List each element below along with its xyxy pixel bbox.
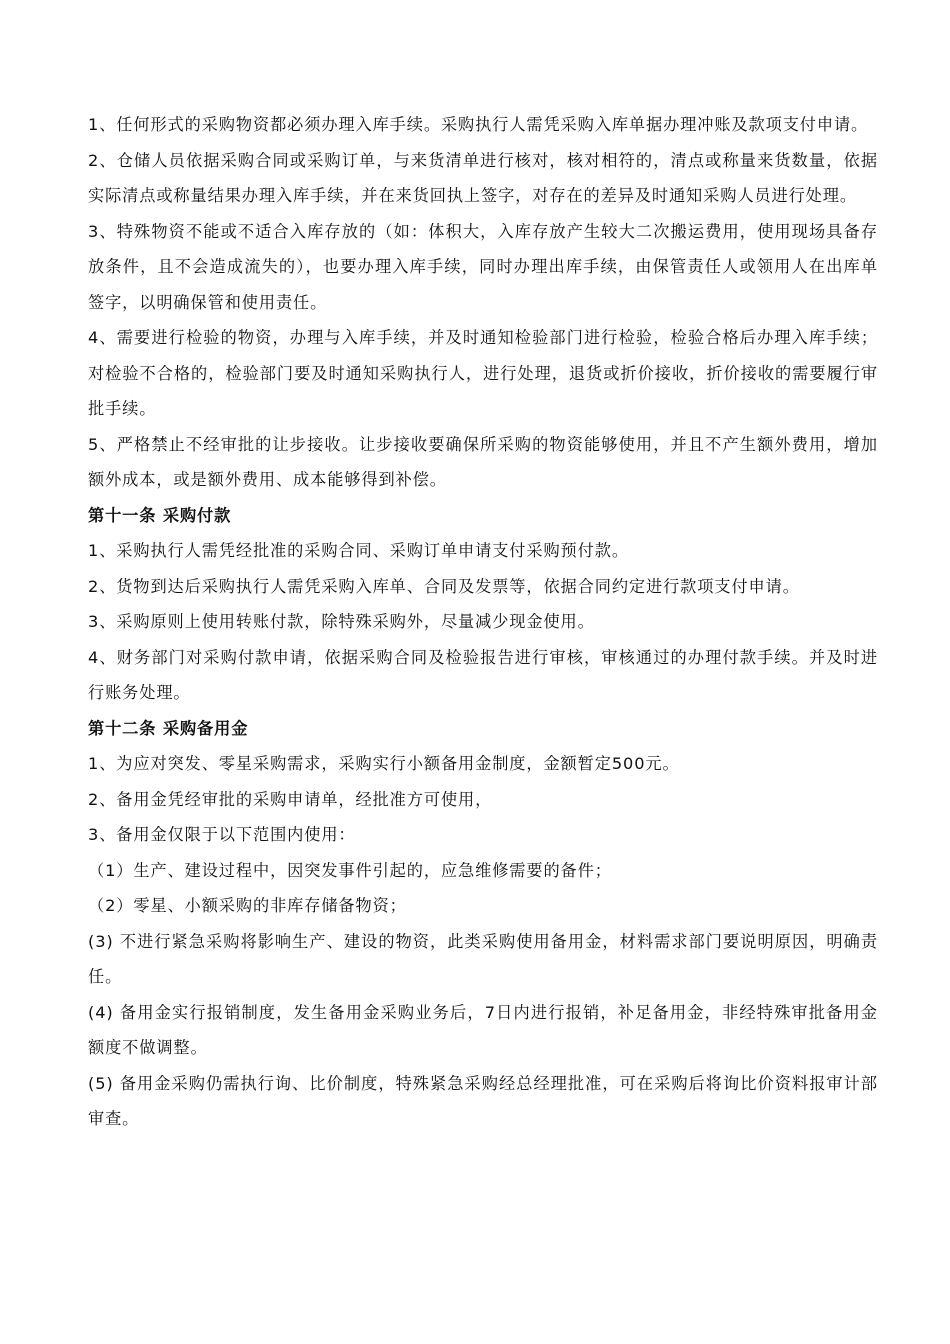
article-11-item-2: 2、货物到达后采购执行人需凭采购入库单、合同及发票等，依据合同约定进行款项支付申请。 (88, 576, 800, 596)
section-heading-article-11: 第十一条 采购付款 (88, 505, 232, 525)
paragraph-4: 4、需要进行检验的物资，办理与入库手续，并及时通知检验部门进行检验，检验合格后办理入库手续；对检验不合格的，检验部门要及时通知采购执行人，进行处理，退货或折价接收，折价接收的需要履行审批手续。 (88, 328, 878, 418)
article-11-item-4: 4、财务部门对采购付款申请，依据采购合同及检验报告进行审核，审核通过的办理付款手续。并及时进行账务处理。 (88, 647, 878, 702)
document-page (88, 107, 878, 1137)
article-12-subitem-5: (5) 备用金采购仍需执行询、比价制度，特殊紧急采购经总经理批准，可在采购后将询比价资料报审计部审查。 (88, 1073, 878, 1128)
paragraph-5: 5、严格禁止不经审批的让步接收。让步接收要确保所采购的物资能够使用，并且不产生额外费用，增加额外成本，或是额外费用、成本能够得到补偿。 (88, 434, 878, 489)
article-12-subitem-1: （1）生产、建设过程中，因突发事件引起的，应急维修需要的备件； (88, 860, 612, 880)
article-12-item-1: 1、为应对突发、零星采购需求，采购实行小额备用金制度，金额暂定500元。 (88, 754, 680, 773)
article-12-item-2: 2、备用金凭经审批的采购申请单，经批准方可使用， (88, 789, 493, 809)
article-11-item-1: 1、采购执行人需凭经批准的采购合同、采购订单申请支付采购预付款。 (88, 541, 629, 560)
article-12-item-3: 3、备用金仅限于以下范围内使用： (88, 825, 356, 844)
section-heading-article-12: 第十二条 采购备用金 (88, 718, 249, 738)
article-12-subitem-2: （2）零星、小额采购的非库存储备物资； (88, 896, 407, 915)
paragraph-2: 2、仓储人员依据采购合同或采购订单，与来货清单进行核对，核对相符的，清点或称量来货数量，依据实际清点或称量结果办理入库手续，并在来货回执上签字，对存在的差异及时通知采购人员进行处理。 (88, 150, 878, 205)
paragraph-3: 3、特殊物资不能或不适合入库存放的（如：体积大，入库存放产生较大二次搬运费用，使用现场具备存放条件，且不会造成流失的），也要办理入库手续，同时办理出库手续，由保管责任人或领用人在出库单签字，以明确保管和使用责任。 (88, 221, 878, 312)
article-12-subitem-3: (3) 不进行紧急采购将影响生产、建设的物资，此类采购使用备用金，材料需求部门要说明原因，明确责任。 (88, 931, 878, 986)
article-12-subitem-4: (4) 备用金实行报销制度，发生备用金采购业务后，7日内进行报销，补足备用金，非经特殊审批备用金额度不做调整。 (88, 1002, 878, 1057)
paragraph-1: 1、任何形式的采购物资都必须办理入库手续。采购执行人需凭采购入库单据办理冲账及款项支付申请。 (88, 115, 869, 134)
article-11-item-3: 3、采购原则上使用转账付款，除特殊采购外，尽量减少现金使用。 (88, 612, 595, 631)
